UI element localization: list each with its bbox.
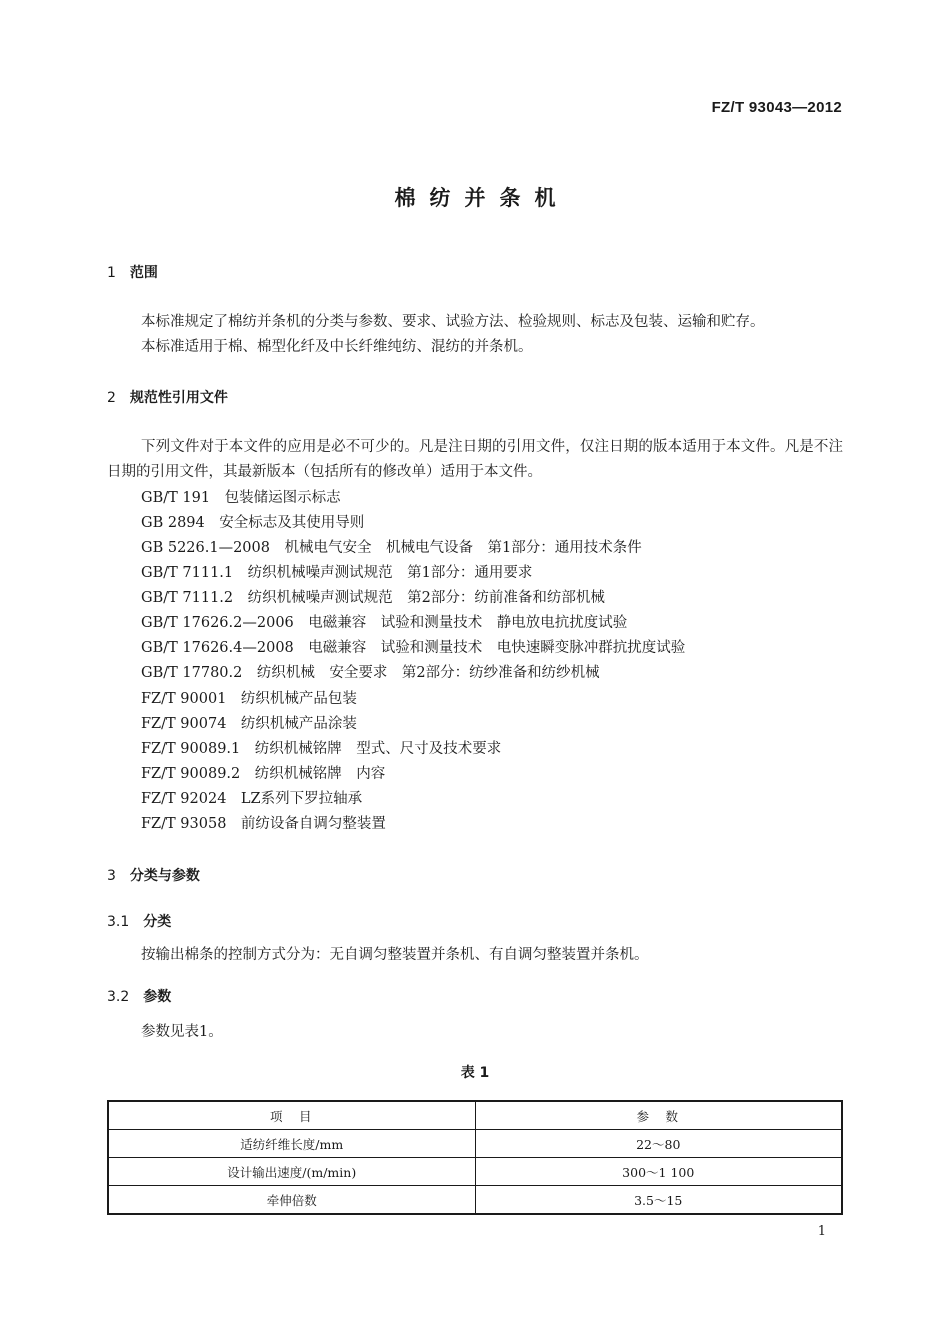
table-row (108, 1186, 842, 1215)
table-cell: 适纺纤维长度/mm (108, 1130, 475, 1158)
reference-item: FZ/T 90089.2 纺织机械铭牌 内容 (141, 766, 386, 782)
section-3-1-heading (107, 911, 171, 931)
parameters-text: 参数见表1。 (141, 1024, 223, 1040)
section-title: 范围 (129, 265, 158, 281)
parameters-table (107, 1100, 843, 1215)
reference-item: GB/T 7111.1 纺织机械噪声测试规范 第1部分：通用要求 (141, 565, 533, 581)
references-intro: 下列文件对于本文件的应用是必不可少的。凡是注日期的引用文件，仅注日期的版本适用于本文件。凡是不注日期的引用文件，其最新版本（包括所有的修改单）适用于本文件。 (107, 439, 843, 480)
reference-item: GB/T 191 包装储运图示标志 (141, 490, 341, 506)
table-cell: 牵伸倍数 (108, 1186, 475, 1215)
reference-item: GB 5226.1—2008 机械电气安全 机械电气设备 第1部分：通用技术条件 (141, 540, 642, 556)
reference-item: FZ/T 93058 前纺设备自调匀整装置 (141, 816, 386, 832)
section-title: 分类 (143, 914, 172, 930)
reference-item: GB 2894 安全标志及其使用导则 (141, 515, 365, 531)
table-cell: 22～80 (475, 1130, 842, 1158)
table-cell: 300～1 100 (475, 1158, 842, 1186)
page-number: 1 (817, 1224, 826, 1239)
section-3-2-heading (107, 986, 171, 1006)
table-caption: 表 1 (460, 1065, 490, 1081)
table-row (108, 1158, 842, 1186)
document-title: 棉纺并条机 (394, 186, 570, 210)
reference-item: GB/T 17780.2 纺织机械 安全要求 第2部分：纺纱准备和纺纱机械 (141, 665, 600, 681)
section-number: 3.1 (107, 914, 130, 930)
standard-code: FZ/T 93043—2012 (711, 99, 842, 116)
table-row (108, 1130, 842, 1158)
section-title: 参数 (143, 989, 172, 1005)
table-header-cell: 参 数 (475, 1101, 842, 1130)
section-number: 3.2 (107, 989, 130, 1005)
section-3-heading (107, 865, 200, 885)
scope-paragraph-1: 本标准规定了棉纺并条机的分类与参数、要求、试验方法、检验规则、标志及包装、运输和贮存。 (141, 314, 765, 330)
reference-item: FZ/T 90001 纺织机械产品包装 (141, 691, 357, 707)
table-header-cell: 项 目 (108, 1101, 475, 1130)
table-cell: 设计输出速度/(m/min) (108, 1158, 475, 1186)
section-2-heading (107, 387, 228, 407)
reference-item: FZ/T 90074 纺织机械产品涂装 (141, 716, 357, 732)
section-title: 分类与参数 (129, 868, 200, 884)
classification-text: 按输出棉条的控制方式分为：无自调匀整装置并条机、有自调匀整装置并条机。 (141, 947, 649, 963)
scope-paragraph-2: 本标准适用于棉、棉型化纤及中长纤维纯纺、混纺的并条机。 (141, 339, 533, 355)
section-number: 3 (107, 868, 116, 884)
section-number: 2 (107, 390, 116, 406)
reference-item: GB/T 7111.2 纺织机械噪声测试规范 第2部分：纺前准备和纺部机械 (141, 590, 605, 606)
table-cell: 3.5～15 (475, 1186, 842, 1215)
reference-item: FZ/T 90089.1 纺织机械铭牌 型式、尺寸及技术要求 (141, 741, 502, 757)
reference-item: GB/T 17626.4—2008 电磁兼容 试验和测量技术 电快速瞬变脉冲群抗扰度试验 (141, 640, 686, 656)
table-header-row (108, 1101, 842, 1130)
section-number: 1 (107, 265, 116, 281)
reference-item: FZ/T 92024 LZ系列下罗拉轴承 (141, 791, 363, 807)
reference-item: GB/T 17626.2—2006 电磁兼容 试验和测量技术 静电放电抗扰度试验 (141, 615, 628, 631)
section-title: 规范性引用文件 (129, 390, 228, 406)
section-1-heading (107, 262, 158, 282)
